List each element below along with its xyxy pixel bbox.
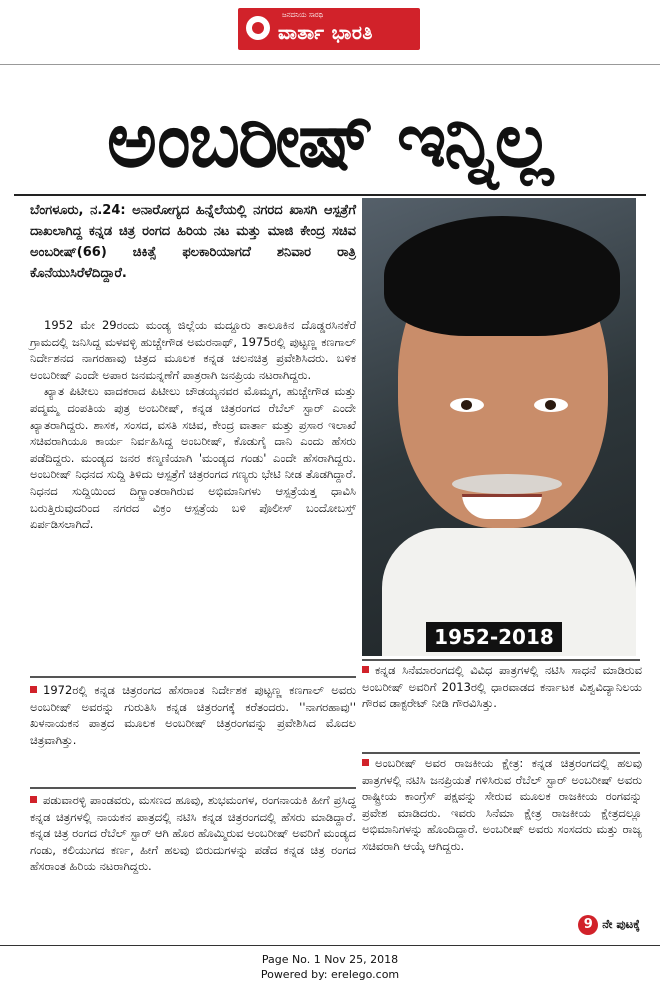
- politics-rule: [362, 752, 640, 754]
- bullet-icon: [30, 796, 37, 803]
- bullet-icon: [30, 686, 37, 693]
- top-rule: [0, 64, 660, 65]
- photo-caption-text: ಕನ್ನಡ ಸಿನೆಮಾರಂಗದಲ್ಲಿ ವಿವಿಧ ಪಾತ್ರಗಳಲ್ಲಿ ನಟಿಸಿ ಸಾಧನೆ ಮಾಡಿರುವ ಅಂಬರೀಷ್ ಅವರಿಗೆ 2013ರಲ್ಲಿ ಧಾರವಾಡದ ಕರ್ನಾಟಕ ವಿಶ್ವವಿದ್ಯಾನಿಲಯ ಗೌರವ ಡಾಕ್ಟರೇಟ್ ನೀಡಿ ಗೌರವಿಸಿತ್ತು.: [362, 663, 642, 711]
- page-info: Page No. 1 Nov 25, 2018: [261, 953, 399, 966]
- footer-rule: [0, 945, 660, 946]
- box-rule: [30, 787, 356, 789]
- masthead-tagline: ಜನದನಿಯ ಸಾರಥಿ: [282, 11, 324, 19]
- portrait-photo: [362, 198, 636, 656]
- powered-by-link[interactable]: Powered by: erelego.com: [260, 968, 400, 981]
- films-box: [30, 792, 356, 875]
- masthead-logo: [238, 8, 420, 50]
- photo-caption: [362, 662, 642, 712]
- body-paragraph: 1952 ಮೇ 29ರಂದು ಮಂಡ್ಯ ಜಿಲ್ಲೆಯ ಮದ್ದೂರು ತಾಲೂಕಿನ ದೊಡ್ಡರಸಿನಕೆರೆ ಗ್ರಾಮದಲ್ಲಿ ಜನಿಸಿದ್ದ ಮಳವಳ್ಳಿ ಹುಚ್ಚೇಗೌಡ ಅಮರನಾಥ್, 1975ರಲ್ಲಿ ಪುಟ್ಟಣ್ಣ ಕಣಗಾಲ್ ನಿರ್ದೇಶನದ ನಾಗರಹಾವು ಚಿತ್ರದ ಮೂಲಕ ಕನ್ನಡ ಚಲನಚಿತ್ರ ಪ್ರವೇಶಿಸಿದರು. ಬಳಿಕ ಅಂಬರೀಷ್ ಎಂದೇ ಅಪಾರ ಜನಮನ್ನಣೆಗೆ ಪಾತ್ರರಾಗಿ ಜನಪ್ರಿಯ ನಟರಾಗಿದ್ದರು.: [30, 318, 356, 382]
- politics-box: [362, 755, 642, 855]
- bullet-icon: [362, 666, 369, 673]
- continued-note: [362, 915, 640, 935]
- bullet-icon: [362, 759, 369, 766]
- masthead-name: ವಾರ್ತಾ ಭಾರತಿ: [278, 22, 373, 44]
- politics-text: ಅಂಬರೀಷ್ ಅವರ ರಾಜಕೀಯ ಕ್ಷೇತ್ರ: ಕನ್ನಡ ಚಿತ್ರರಂಗದಲ್ಲಿ ಹಲವು ಪಾತ್ರಗಳಲ್ಲಿ ನಟಿಸಿ ಜನಪ್ರಿಯತೆ ಗಳಿಸಿರುವ ರೆಬೆಲ್ ಸ್ಟಾರ್ ಅಂಬರೀಷ್ ಅವರು ರಾಷ್ಟ್ರೀಯ ಕಾಂಗ್ರೆಸ್ ಪಕ್ಷವನ್ನು ಸೇರುವ ಮೂಲಕ ರಾಜಕೀಯ ರಂಗವನ್ನು ಪ್ರವೇಶ ಮಾಡಿದರು. ಇವರು ಸಿನೆಮಾ ಕ್ಷೇತ್ರ ರಾಜಕೀಯ ಕ್ಷೇತ್ರದಲ್ಲೂ ಅಭಿಮಾನಿಗಳನ್ನು ಹೊಂದಿದ್ದಾರೆ. ಅಂಬರೀಷ್ ಅವರು ಸಂಸದರು ಮತ್ತು ರಾಜ್ಯ ಸಚಿವರಾಗಿ ಆಯ್ಕೆ ಆಗಿದ್ದರು.: [362, 756, 642, 853]
- headline-rule: [14, 194, 646, 196]
- lead-paragraph: ಬೆಂಗಳೂರು, ನ.24: ಅನಾರೋಗ್ಯದ ಹಿನ್ನೆಲೆಯಲ್ಲಿ ನಗರದ ಖಾಸಗಿ ಆಸ್ಪತ್ರೆಗೆ ದಾಖಲಾಗಿದ್ದ ಕನ್ನಡ ಚಿತ್ರ ರಂಗದ ಹಿರಿಯ ನಟ ಮತ್ತು ಮಾಜಿ ಕೇಂದ್ರ ಸಚಿವ ಅಂಬರೀಷ್(66) ಚಿಕಿತ್ಸೆ ಫಲಕಾರಿಯಾಗದೆ ಶನಿವಾರ ರಾತ್ರಿ ಕೊನೆಯುಸಿರೆಳೆದಿದ್ದಾರೆ.: [30, 203, 356, 281]
- continued-label: ನೇ ಪುಟಕ್ಕೆ: [602, 917, 640, 931]
- headline: ಅಂಬರೀಷ್ ಇನ್ನಿಲ್ಲ: [106, 95, 552, 184]
- logo-emblem-icon: [246, 16, 270, 40]
- body-paragraph: ಖ್ಯಾತ ಪಿಟೀಲು ವಾದಕರಾದ ಪಿಟೀಲು ಚೌಡಯ್ಯನವರ ಮೊಮ್ಮಗ, ಹುಚ್ಚೇಗೌಡ ಮತ್ತು ಪದ್ಮಮ್ಮ ದಂಪತಿಯ ಪುತ್ರ ಅಂಬರೀಷ್, ಕನ್ನಡ ಚಿತ್ರರಂಗದ ರೆಬೆಲ್ ಸ್ಟಾರ್ ಎಂದೇ ಖ್ಯಾತರಾಗಿದ್ದರು. ಶಾಸಕ, ಸಂಸದ, ವಸತಿ ಸಚಿವ, ಕೇಂದ್ರ ವಾರ್ತಾ ಮತ್ತು ಪ್ರಸಾರ ಇಲಾಖೆ ಸಚಿವರಾಗಿಯೂ ಕಾರ್ಯ ನಿರ್ವಹಿಸಿದ್ದ ಅಂಬರೀಷ್, ಕೊಡುಗೈ ದಾನಿ ಎಂದು ಹೆಸರು ಪಡೆದಿದ್ದರು. ಮಂಡ್ಯದ ಜನರ ಕಣ್ಮಣಿಯಾಗಿ 'ಮಂಡ್ಯದ ಗಂಡು' ಎಂದೇ ಹೆಸರಾಗಿದ್ದರು. ಅಂಬರೀಷ್ ನಿಧನದ ಸುದ್ದಿ ತಿಳಿದು ಆಸ್ಪತ್ರೆಗೆ ಚಿತ್ರರಂಗದ ಗಣ್ಯರು ಭೇಟಿ ನೀಡ ತೊಡಗಿದ್ದಾರೆ. ನಿಧನದ ಸುದ್ದಿಯಿಂದ ದಿಗ್ಭ್ರಾಂತರಾಗಿರುವ ಅಭಿಮಾನಿಗಳು ಆಸ್ಪತ್ರೆಯತ್ತ ಧಾವಿಸಿ ಬರುತ್ತಿರುವುದರಿಂದ ನಗರದ ವಿಕ್ರಂ ಆಸ್ಪತ್ರೆಯ ಬಳಿ ಪೊಲೀಸ್ ಬಂದೋಬಸ್ತ್ ಏರ್ಪಡಿಸಲಾಗಿದೆ.: [30, 384, 356, 532]
- year-range-badge: 1952-2018: [426, 622, 562, 652]
- first-film-text: 1972ರಲ್ಲಿ ಕನ್ನಡ ಚಿತ್ರರಂಗದ ಹೆಸರಾಂತ ನಿರ್ದೇಶಕ ಪುಟ್ಟಣ್ಣ ಕಣಗಾಲ್ ಅವರು ಅಂಬರೀಷ್ ಅವರನ್ನು ಗುರುತಿಸಿ ಕನ್ನಡ ಚಿತ್ರರಂಗಕ್ಕೆ ಕರೆತಂದರು. ''ನಾಗರಹಾವು'' ಖಳನಾಯಕನ ಪಾತ್ರದ ಮೂಲಕ ಅಂಬರೀಷ್ ಚಿತ್ರರಂಗವನ್ನು ಪ್ರವೇಶಿಸಿದ ಮೊದಲ ಚಿತ್ರವಾಗಿತ್ತು.: [30, 683, 356, 747]
- continued-page-number: 9: [578, 915, 598, 935]
- caption-rule: [362, 659, 640, 661]
- article-body: [30, 317, 356, 533]
- films-text: ಪಡುವಾರಳ್ಳಿ ಪಾಂಡವರು, ಮಸಣದ ಹೂವು, ಶುಭಮಂಗಳ, ರಂಗನಾಯಕಿ ಹೀಗೆ ಪ್ರಸಿದ್ಧ ಕನ್ನಡ ಚಿತ್ರಗಳಲ್ಲಿ ನಾಯಕನ ಪಾತ್ರದಲ್ಲಿ ನಟಿಸಿ ಕನ್ನಡ ಚಿತ್ರರಂಗದಲ್ಲಿ ಹೆಸರು ಮಾಡಿದ್ದಾರೆ. ಕನ್ನಡ ಚಿತ್ರ ರಂಗದ ರೆಬೆಲ್ ಸ್ಟಾರ್ ಆಗಿ ಹೊರ ಹೊಮ್ಮಿರುವ ಅಂಬರೀಷ್ ಅವರಿಗೆ ಮಂಡ್ಯದ ಗಂಡು, ಕಲಿಯುಗದ ಕರ್ಣ, ಹೀಗೆ ಹಲವು ಬಿರುದುಗಳನ್ನು ಪಡೆದ ಕನ್ನಡ ಚಿತ್ರ ರಂಗದ ಹೆಸರಾಂತ ಹಿರಿಯ ನಟರಾಗಿದ್ದರು.: [30, 793, 356, 874]
- box-rule: [30, 676, 356, 678]
- first-film-box: [30, 682, 356, 748]
